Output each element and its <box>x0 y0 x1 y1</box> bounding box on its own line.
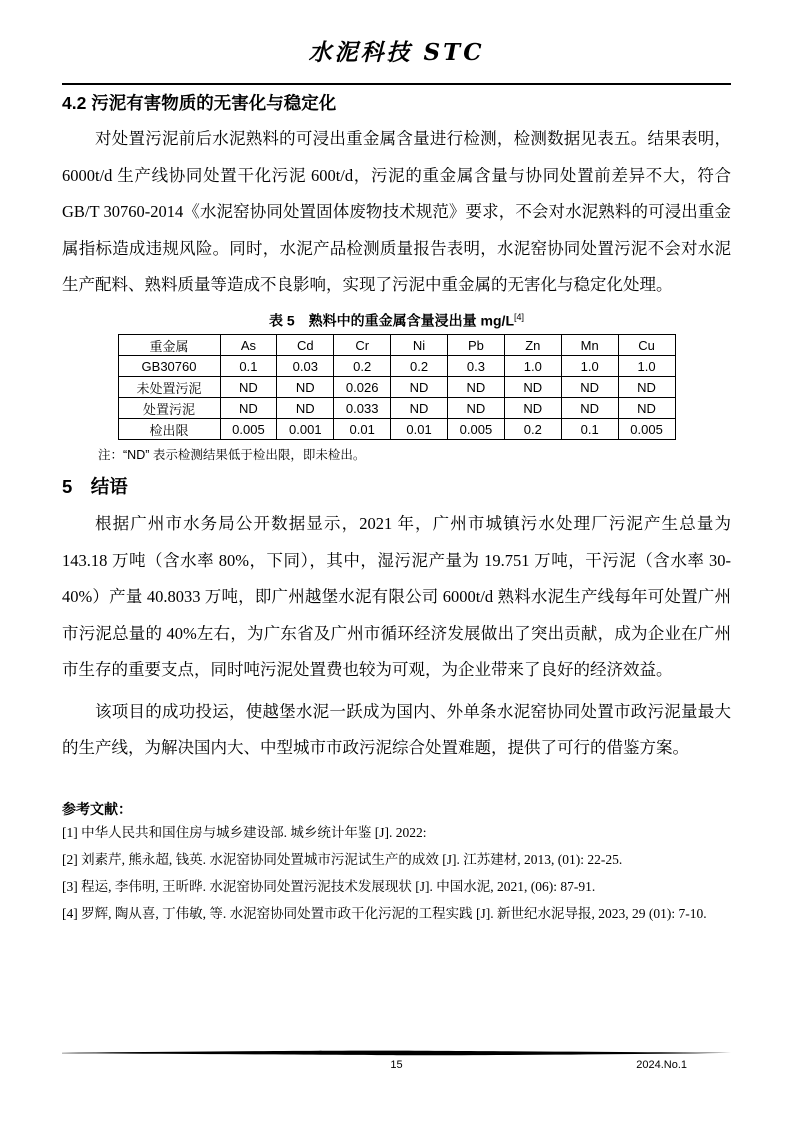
table-cell: ND <box>448 398 505 419</box>
table-cell: 0.01 <box>334 419 391 440</box>
references-heading: 参考文献： <box>62 800 132 817</box>
table-cell: ND <box>504 398 561 419</box>
table-cell: 1.0 <box>504 356 561 377</box>
section-5-paragraph-2: 该项目的成功投运，使越堡水泥一跃成为国内、外单条水泥窑协同处置市政污泥量最大的生产线，为解决国内大、中型城市市政污泥综合处置难题，提供了可行的借鉴方案。 <box>62 701 731 758</box>
table-header-cell: Cu <box>618 335 675 356</box>
table-cell: 0.03 <box>277 356 334 377</box>
table-cell: 0.033 <box>334 398 391 419</box>
table-cell: 0.3 <box>448 356 505 377</box>
table-cell: ND <box>220 398 277 419</box>
journal-header-title: 水泥科技 STC <box>308 39 485 66</box>
table-header-cell: 重金属 <box>118 335 220 356</box>
table-5-note: 注：“ND” 表示检测结果低于检出限，即未检出。 <box>98 448 366 463</box>
table-cell: ND <box>618 377 675 398</box>
table-cell: 处置污泥 <box>118 398 220 419</box>
section-5-heading: 5 结语 <box>62 476 128 498</box>
table-cell: 0.026 <box>334 377 391 398</box>
table-cell: 0.1 <box>561 419 618 440</box>
reference-item-1: [1] 中华人民共和国住房与城乡建设部. 城乡统计年鉴 [J]. 2022: <box>62 824 427 840</box>
table-cell: ND <box>561 377 618 398</box>
table-row-treated-sludge <box>118 398 675 419</box>
table-cell: 检出限 <box>118 419 220 440</box>
table-5-caption-text: 表 5 熟料中的重金属含量浸出量 mg/L <box>268 312 514 329</box>
table-cell: GB30760 <box>118 356 220 377</box>
table-5-heavy-metals <box>118 334 676 440</box>
table-cell: ND <box>504 377 561 398</box>
table-header-cell: As <box>220 335 277 356</box>
table-cell: ND <box>277 377 334 398</box>
table-cell: ND <box>391 377 448 398</box>
table-header-cell: Zn <box>504 335 561 356</box>
footer-issue-label: 2024.No.1 <box>636 1059 687 1071</box>
table-5-caption <box>62 307 731 332</box>
table-header-row <box>118 335 675 356</box>
table-cell: 0.001 <box>277 419 334 440</box>
table-cell: ND <box>448 377 505 398</box>
table-header-cell: Mn <box>561 335 618 356</box>
table-header-cell: Pb <box>448 335 505 356</box>
reference-item-2: [2] 刘素芹, 熊永超, 钱英. 水泥窑协同处置城市污泥试生产的成效 [J]. 江苏建材, 2013, (01): 22-25. <box>62 851 623 867</box>
section-4-2-heading: 4.2 污泥有害物质的无害化与稳定化 <box>62 93 337 113</box>
section-5-paragraph-1: 根据广州市水务局公开数据显示，2021 年，广州市城镇污水处理厂污泥产生总量为 143.18 万吨（含水率 80%，下同），其中，湿污泥产量为 19.751 万吨，干污泥（含水率 30-40%）产量 40.8033 万吨，即广州越堡水泥有限公司 6000t/d 熟料水泥生产线每年可处置广州市污泥总量的 40%左右，为广东省及广州市循环经济发展做出了突出贡献，成为企业在广州市生存的重要支点，同时吨污泥处置费也较为可观，为企业带来了良好的经济效益。 <box>62 514 731 680</box>
table-row-untreated-sludge <box>118 377 675 398</box>
table-5-caption-citation: [4] <box>514 311 525 322</box>
reference-item-4: [4] 罗辉, 陶从喜, 丁伟敏, 等. 水泥窑协同处置市政干化污泥的工程实践 [J]. 新世纪水泥导报, 2023, 29 (01): 7-10. <box>62 905 707 921</box>
section-4-2-paragraph: 对处置污泥前后水泥熟料的可浸出重金属含量进行检测，检测数据见表五。结果表明，6000t/d 生产线协同处置干化污泥 600t/d，污泥的重金属含量与协同处置前差异不大，符合 GB/T 30760-2014《水泥窑协同处置固体废物技术规范》要求，不会对水泥熟料的可浸出重金属指标造成违规风险。同时，水泥产品检测质量报告表明，水泥窑协同处置污泥不会对水泥生产配料、熟料质量等造成不良影响，实现了污泥中重金属的无害化与稳定化处理。 <box>62 129 731 294</box>
header-divider-rule <box>62 83 731 85</box>
reference-item-3: [3] 程运, 李伟明, 王昕晔. 水泥窑协同处置污泥技术发展现状 [J]. 中国水泥, 2021, (06): 87-91. <box>62 878 596 894</box>
table-cell: ND <box>561 398 618 419</box>
table-cell: ND <box>220 377 277 398</box>
footer-page-number: 15 <box>390 1059 403 1071</box>
table-cell: 0.005 <box>220 419 277 440</box>
table-cell: 0.005 <box>448 419 505 440</box>
table-cell: 1.0 <box>618 356 675 377</box>
table-header-cell: Cr <box>334 335 391 356</box>
footer-tapered-rule <box>62 1050 731 1056</box>
table-cell: 0.01 <box>391 419 448 440</box>
table-cell: 0.2 <box>504 419 561 440</box>
table-cell: ND <box>391 398 448 419</box>
table-cell: 未处置污泥 <box>118 377 220 398</box>
page-footer <box>62 1050 731 1073</box>
table-cell: 1.0 <box>561 356 618 377</box>
table-cell: 0.005 <box>618 419 675 440</box>
table-cell: 0.2 <box>391 356 448 377</box>
table-cell: 0.2 <box>334 356 391 377</box>
table-cell: 0.1 <box>220 356 277 377</box>
table-row-gb30760 <box>118 356 675 377</box>
table-row-detection-limit <box>118 419 675 440</box>
table-header-cell: Cd <box>277 335 334 356</box>
table-cell: ND <box>618 398 675 419</box>
table-cell: ND <box>277 398 334 419</box>
footer-text-row <box>62 1057 731 1073</box>
table-header-cell: Ni <box>391 335 448 356</box>
